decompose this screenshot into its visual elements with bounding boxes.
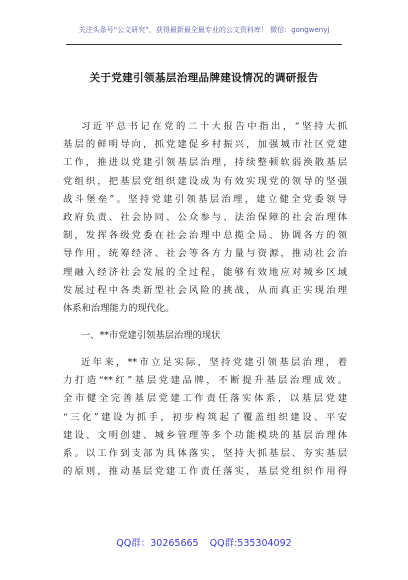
- body-line: 理融入经济社会发展的全过程，能够有效地应对城乡区域: [63, 267, 347, 278]
- body-line: 政府负责、社会协同、公众参与、法治保障的社会治理体: [63, 212, 347, 223]
- body-line: 战斗堡垒”。坚持党建引领基层治理，建立健全党委领导: [63, 194, 347, 205]
- body-line: 习近平总书记在党的二十大报告中指出，“坚持大抓: [81, 121, 347, 132]
- body-line: 建设、文明创建、城乡管理等多个功能模块的基层治理体: [63, 430, 347, 441]
- body-line: 全市健全完善基层党建工作责任落实体系，以基层党建: [63, 393, 347, 404]
- document-title: 关于党建引领基层治理品牌建设情况的调研报告: [89, 72, 319, 84]
- body-line: 的原则，推动基层党建工作责任落实，基层党组织作用得: [63, 466, 347, 477]
- body-line: 力打造“**红”基层党建品牌，不断提升基层治理成效。: [63, 375, 347, 386]
- footer-qq-group-1: QQ群：30265665: [116, 538, 199, 549]
- body-line: 工作，推进以党建引领基层治理，持续整顿软弱涣散基层: [63, 157, 347, 168]
- body-line: 导作用，统筹经济、社会等各方力量与资源，推动社会治: [63, 248, 347, 259]
- body-line: 系。以工作到支部为具体落实，坚持大抓基层、夯实基层: [63, 448, 347, 459]
- header-divider: [66, 44, 342, 45]
- header-banner: 关注头条号“公文研究”，获得最新最全最专业的公文资料库！ 微信：gongwenyj: [78, 26, 330, 34]
- section-heading: 一、**市党建引领基层治理的现状: [81, 330, 221, 341]
- body-line: 党组织，把基层党组织建设成为有效实现党的领导的坚强: [63, 176, 347, 187]
- body-line: 制，发挥各级党委在社会治理中总揽全局、协调各方的领: [63, 230, 347, 241]
- footer-qq-group-2: QQ群:535304092: [209, 538, 292, 549]
- body-line: 体系和治理能力的现代化。: [63, 303, 175, 314]
- footer-contact: [0, 535, 408, 549]
- body-line: 近年来，**市立足实际，坚持党建引领基层治理，着: [81, 357, 347, 368]
- body-line: 基层的鲜明导向，抓党建促乡村振兴，加强城市社区党建: [63, 139, 347, 150]
- body-line: 发展过程中各类新型社会风险的挑战，从而真正实现治理: [63, 285, 347, 296]
- body-line: “三化”建设为抓手，初步构筑起了覆盖组织建设、平安: [63, 412, 347, 423]
